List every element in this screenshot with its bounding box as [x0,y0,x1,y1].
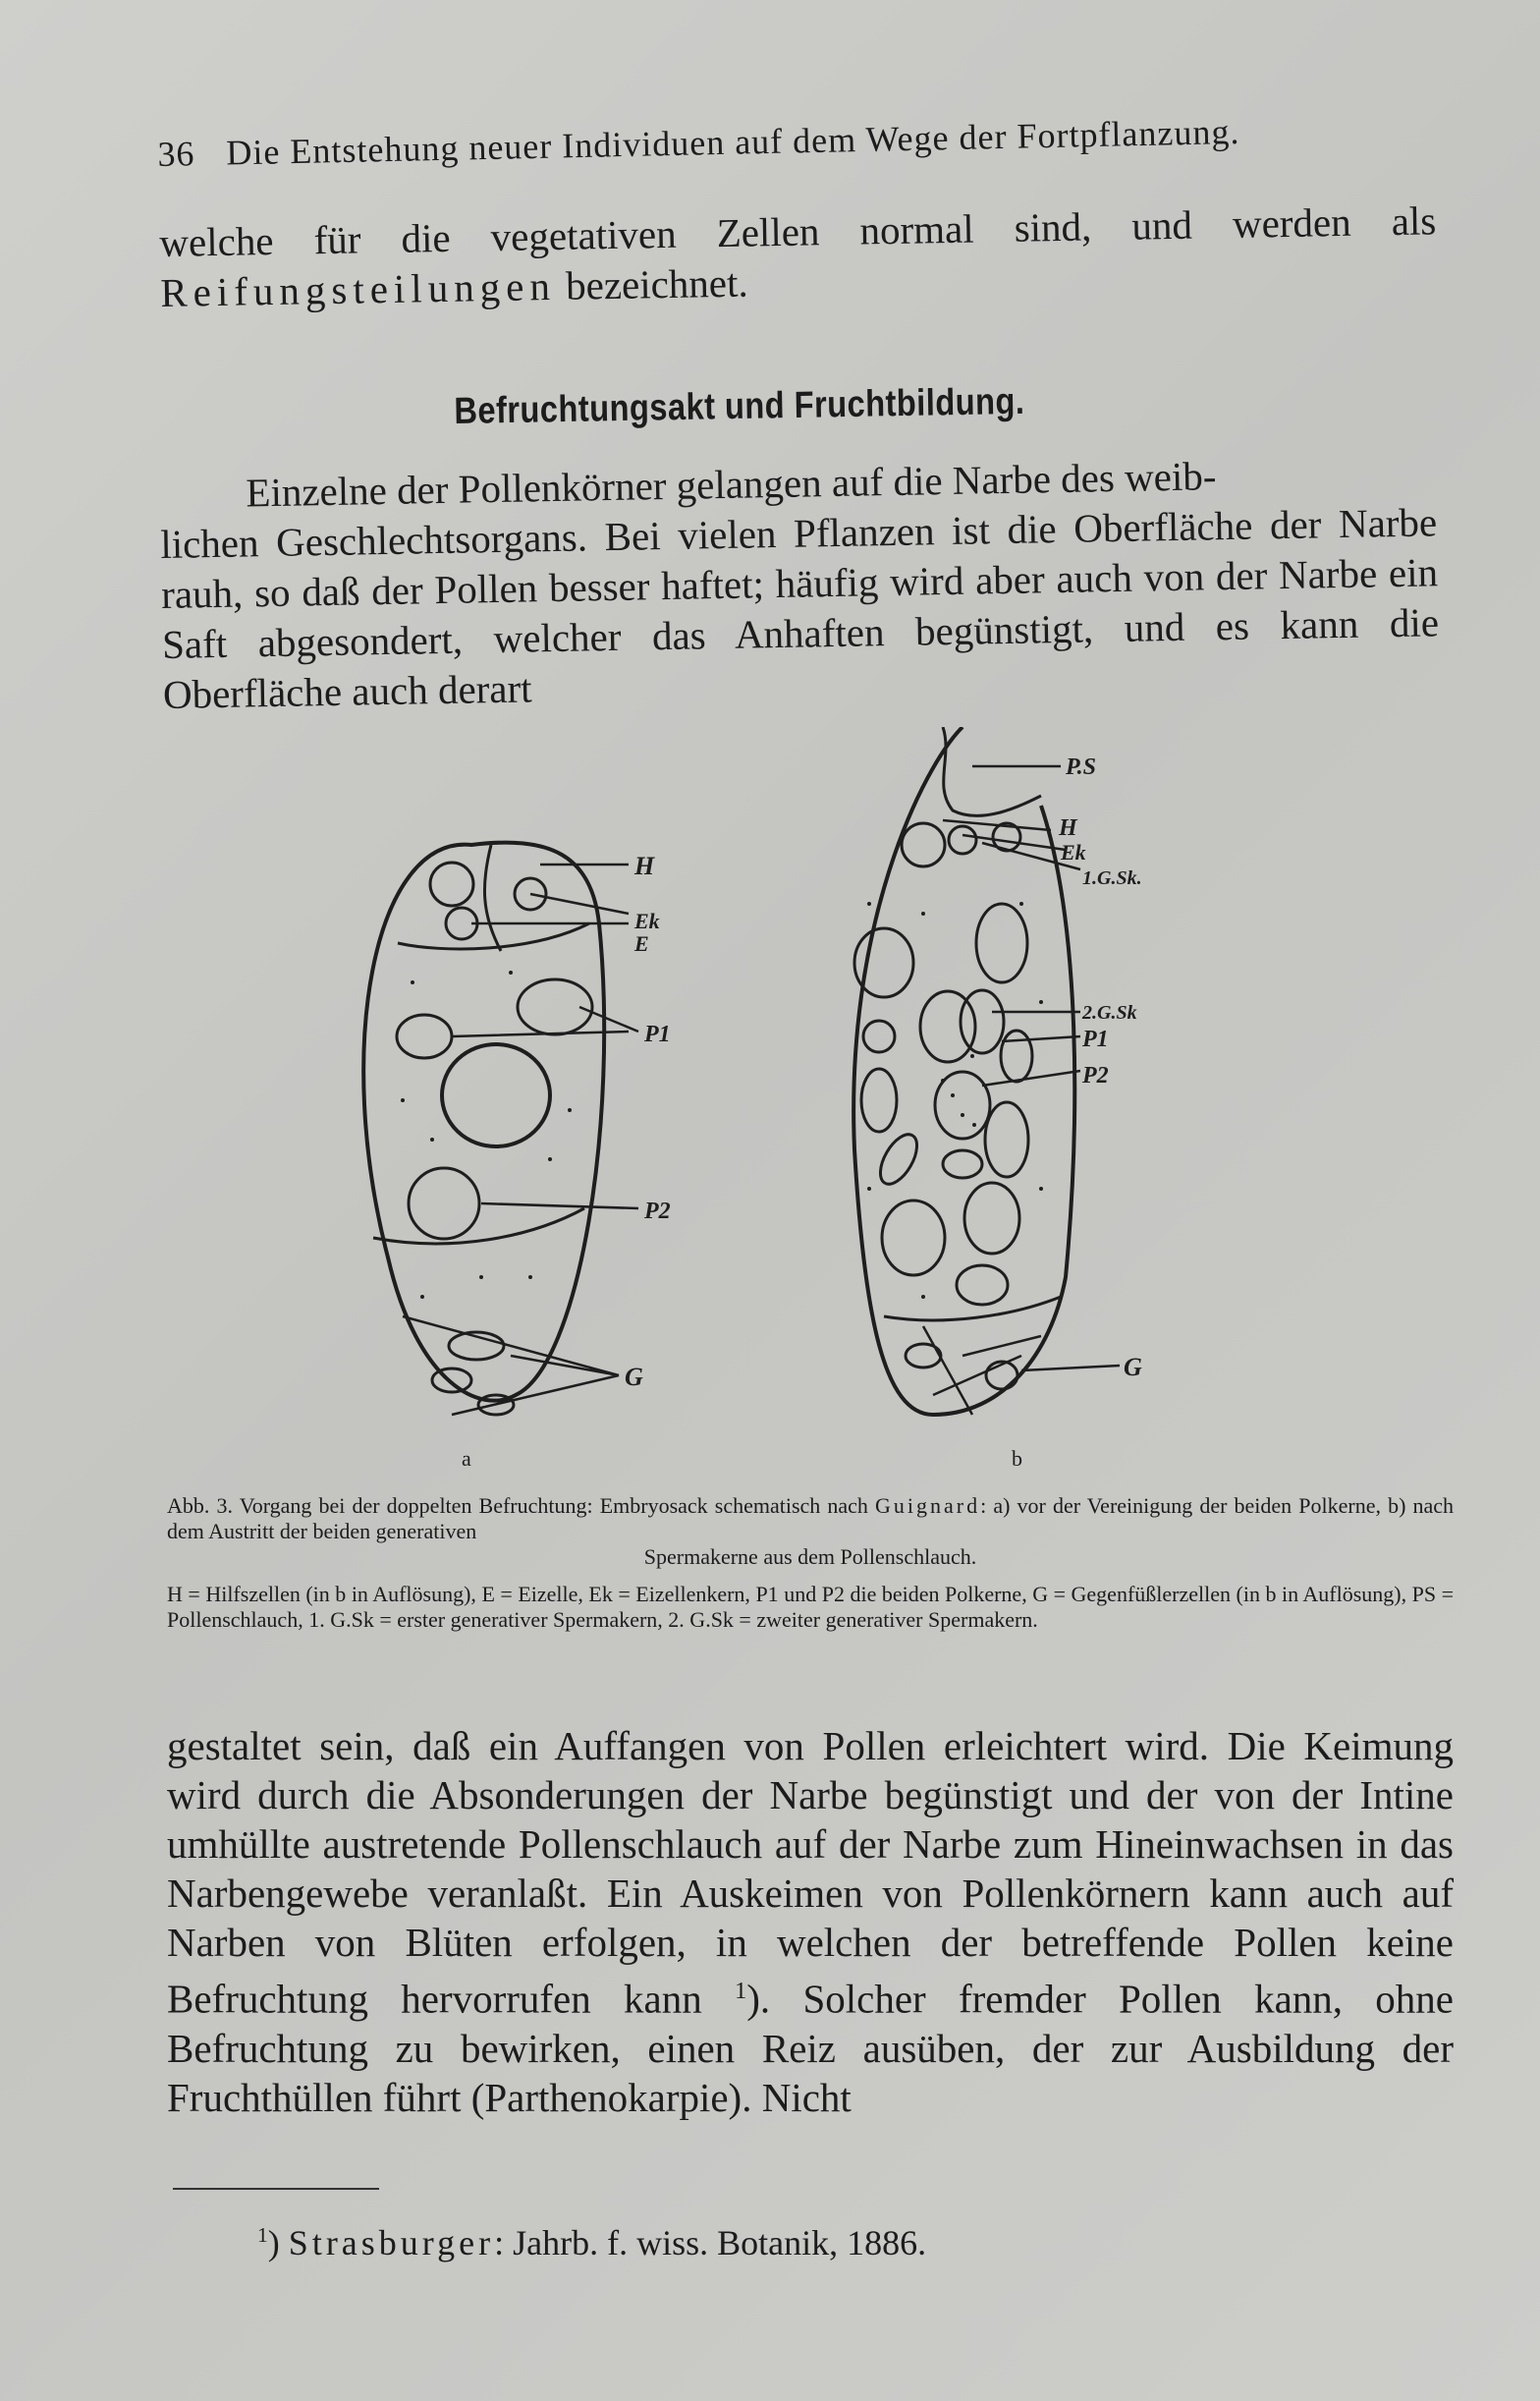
figure-legend: H = Hilfszellen (in b in Auflösung), E = Eizelle, Ek = Eizellenkern, P1 und P2 die beiden Polkerne, G = Gegenfüßlerzellen (in b in Auflösung), PS = Pollenschlauch, 1. G.Sk = erster generativer Spermakern, 2. G.Sk = zweiter generativer Spermakern. [167,1582,1454,1632]
caption-author: Guignard [875,1493,981,1518]
footnote-marker: 1 [257,2223,268,2247]
label-b-1GSk: 1.G.Sk. [1082,867,1142,889]
page-number: 36 [157,134,195,174]
label-b-P1: P1 [1082,1027,1109,1052]
sublabel-a: a [462,1446,471,1471]
embryo-sac-drawing [334,727,1218,1474]
paragraph-1-end: bezeichnet. [555,259,749,308]
paragraph-3-text: gestaltet sein, daß ein Auffangen von Pollen erleichtert wird. Die Keimung wird durch die Absonderungen der Narbe begünstigt und der von der Intine umhüllte austretende Pollenschlauch auf der Narbe zum Hineinwachsen in das Narbengewebe veranlaßt. Ein Auskeimen von Pollenkörnern kann auch auf Narben von Blüten erfolgen, in welchen der betreffende Pollen keine Befruchtung hervorrufen kann [167,1723,1454,2022]
running-title: Die Entstehung neuer Individuen auf dem Wege der Fortpflanzung. [226,111,1240,173]
paragraph-2-rest: lichen Geschlechtsorgans. Bei vielen Pflanzen ist die Oberfläche der Narbe rauh, so daß der Pollen besser haftet; häufig wird aber auch von der Narbe ein Saft abgesondert, welcher das Anhaften begünstigt, und es kann die Oberfläche auch derart [159,499,1440,717]
section-heading: Befruchtungsakt und Fruchtbildung. [454,380,1025,432]
caption-prefix: Abb. 3. [167,1493,233,1518]
footnote-reference[interactable]: 1 [734,1978,747,2004]
label-a-P2: P2 [644,1199,671,1224]
label-b-Ek: Ek [1061,840,1086,865]
embryo-sac-b [853,727,1142,1471]
paragraph-2 [159,447,1440,720]
footnote-author: Strasburger [288,2223,495,2262]
paragraph-1-text: welche für die vegetativen Zellen normal sind, und werden als [159,197,1437,265]
caption-text-2: : a) vor der Vereinigung der beiden Polkerne, b) nach dem Austritt der beiden generativen [167,1493,1455,1543]
emphasized-term: Reifungsteilungen [159,262,557,315]
footnote-text: : Jahrb. f. wiss. Botanik, 1886. [494,2223,927,2262]
label-b-PS: P.S [1066,754,1096,780]
sublabel-b: b [1012,1446,1022,1471]
label-a-P1: P1 [644,1022,671,1047]
running-header [157,107,1435,175]
paragraph-2-first-line: Einzelne der Pollenkörner gelangen auf die Narbe des weib- [246,453,1217,516]
footnote-divider [173,2188,379,2190]
label-a-Ek: Ek [634,909,660,933]
paragraph-3 [167,1721,1454,2122]
figure-caption [167,1493,1454,1570]
label-b-2GSk: 2.G.Sk [1082,1002,1137,1024]
label-b-P2: P2 [1082,1063,1109,1089]
footnote: $^1$) Strasburger: Jahrb. f. wiss. Botanik, 1886. [257,2223,927,2262]
label-a-E: E [634,931,649,956]
paragraph-1 [159,195,1438,318]
paragraph-3-end: ). Solcher fremder Pollen kann, ohne Befruchtung zu bewirken, einen Reiz ausüben, der zur Ausbildung der Fruchthüllen führt (Parthenokarpie). Nicht [167,1976,1454,2120]
label-b-G: G [1124,1353,1142,1381]
label-a-H: H [634,852,655,880]
embryo-sac-a [363,843,670,1471]
embryo-sac-figure [334,727,1218,1474]
label-a-G: G [625,1363,643,1391]
label-b-H: H [1059,815,1077,841]
caption-text-3: Spermakerne aus dem Pollenschlauch. [643,1544,977,1569]
caption-text: Vorgang bei der doppelten Befruchtung: Embryosack schematisch nach [239,1493,868,1518]
